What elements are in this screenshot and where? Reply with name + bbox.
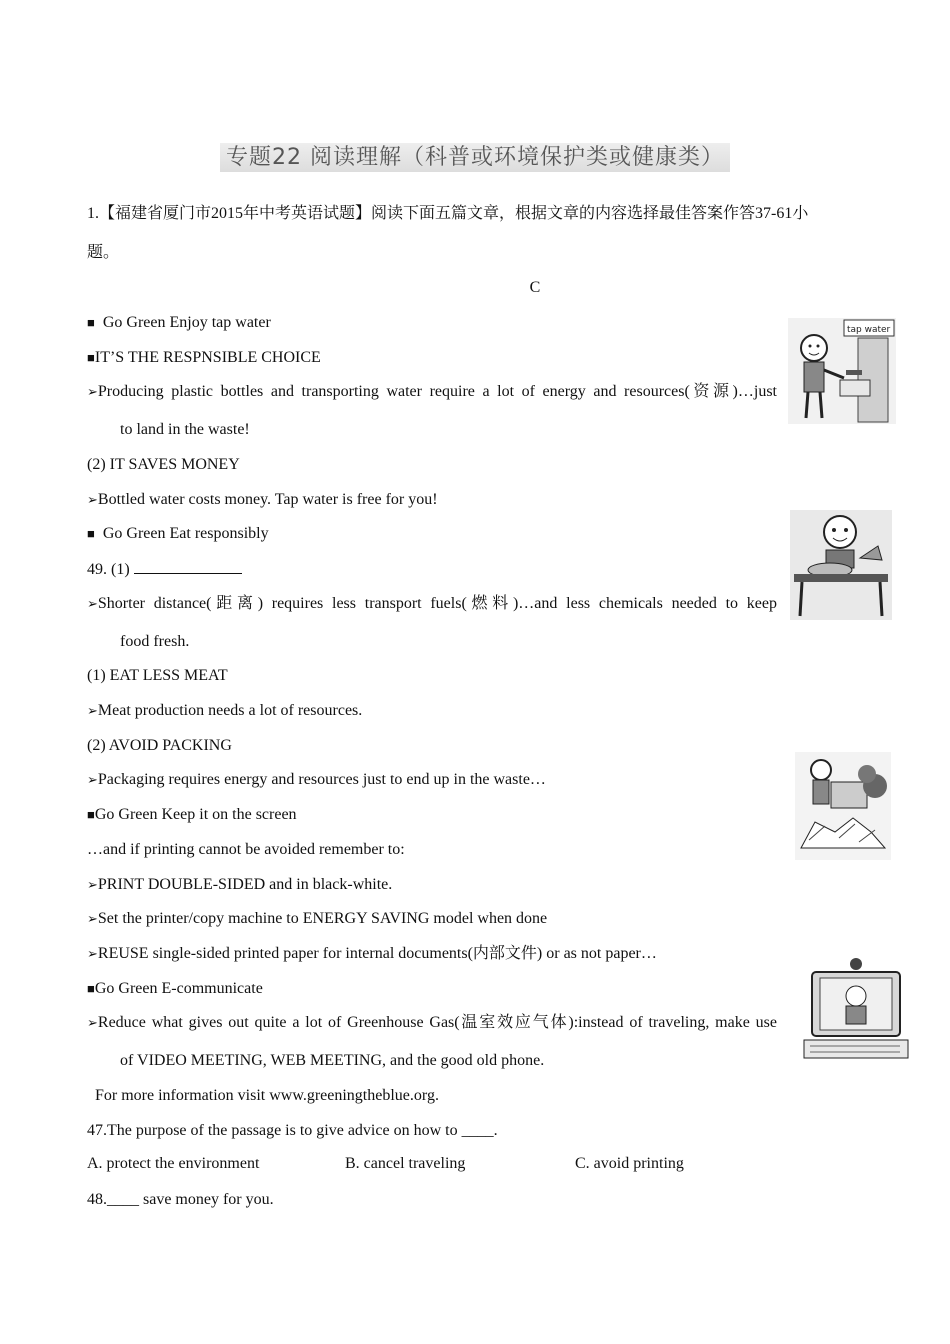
text-reuse-paper: ➢REUSE single-sided printed paper for internal documents(内部文件) or as not paper… xyxy=(87,945,657,962)
point-responsible-choice: ■IT’S THE RESPNSIBLE CHOICE xyxy=(87,349,321,366)
text-greenhouse-gas: ➢Reduce what gives out quite a lot of Greenhouse Gas(温室效应气体):instead of traveling, make use xyxy=(87,1014,777,1031)
intro-line-1: 1.【福建省厦门市2015年中考英语试题】阅读下面五篇文章，根据文章的内容选择最佳答案作答37-61小 xyxy=(87,205,809,222)
text-shorter-distance: ➢Shorter distance(距离) requires less transport fuels(燃料)…and less chemicals needed to keep xyxy=(87,595,777,612)
tap-water-label: tap water xyxy=(847,325,891,335)
text-plastic-bottles-cont: to land in the waste! xyxy=(120,421,250,438)
text-meat-production: ➢Meat production needs a lot of resources. xyxy=(87,702,363,719)
page-title: 专题22 阅读理解（科普或环境保护类或健康类） xyxy=(0,140,950,171)
text-packaging: ➢Packaging requires energy and resources just to end up in the waste… xyxy=(87,771,546,788)
question-47: 47.The purpose of the passage is to give advice on how to ____. xyxy=(87,1122,498,1139)
text-bottled-water: ➢Bottled water costs money. Tap water is free for you! xyxy=(87,491,438,508)
option-47-a[interactable]: A. protect the environment xyxy=(87,1155,260,1172)
text-more-info: For more information visit www.greeningtheblue.org. xyxy=(95,1087,439,1104)
text-video-meeting: of VIDEO MEETING, WEB MEETING, and the good old phone. xyxy=(120,1052,545,1069)
heading-eat-responsibly: ■ Go Green Eat responsibly xyxy=(87,525,269,542)
heading-tap-water: ■ Go Green Enjoy tap water xyxy=(87,314,271,331)
question-49-blank[interactable]: 49. (1) xyxy=(87,559,242,580)
intro-line-2: 题。 xyxy=(87,244,120,261)
text-energy-saving: ➢Set the printer/copy machine to ENERGY SAVING model when done xyxy=(87,910,548,927)
computer-illustration xyxy=(800,956,910,1062)
text-print-double-sided: ➢PRINT DOUBLE-SIDED and in black-white. xyxy=(87,876,393,893)
text-if-printing: …and if printing cannot be avoided remember to: xyxy=(87,841,405,858)
question-48: 48.____ save money for you. xyxy=(87,1191,274,1208)
text-shorter-distance-cont: food fresh. xyxy=(120,633,190,650)
heading-e-communicate: ■Go Green E-communicate xyxy=(87,980,263,997)
option-47-b[interactable]: B. cancel traveling xyxy=(345,1155,466,1172)
text-plastic-bottles: ➢Producing plastic bottles and transporting water require a lot of energy and resources(资源)…just xyxy=(87,383,777,400)
point-saves-money: (2) IT SAVES MONEY xyxy=(87,456,240,473)
heading-keep-on-screen: ■Go Green Keep it on the screen xyxy=(87,806,297,823)
option-47-c[interactable]: C. avoid printing xyxy=(575,1155,684,1172)
point-eat-less-meat: (1) EAT LESS MEAT xyxy=(87,667,228,684)
eating-illustration xyxy=(790,510,892,620)
section-letter: C xyxy=(529,279,541,296)
point-avoid-packing: (2) AVOID PACKING xyxy=(87,737,232,754)
tap-water-illustration xyxy=(788,318,896,424)
printer-illustration xyxy=(795,752,891,860)
